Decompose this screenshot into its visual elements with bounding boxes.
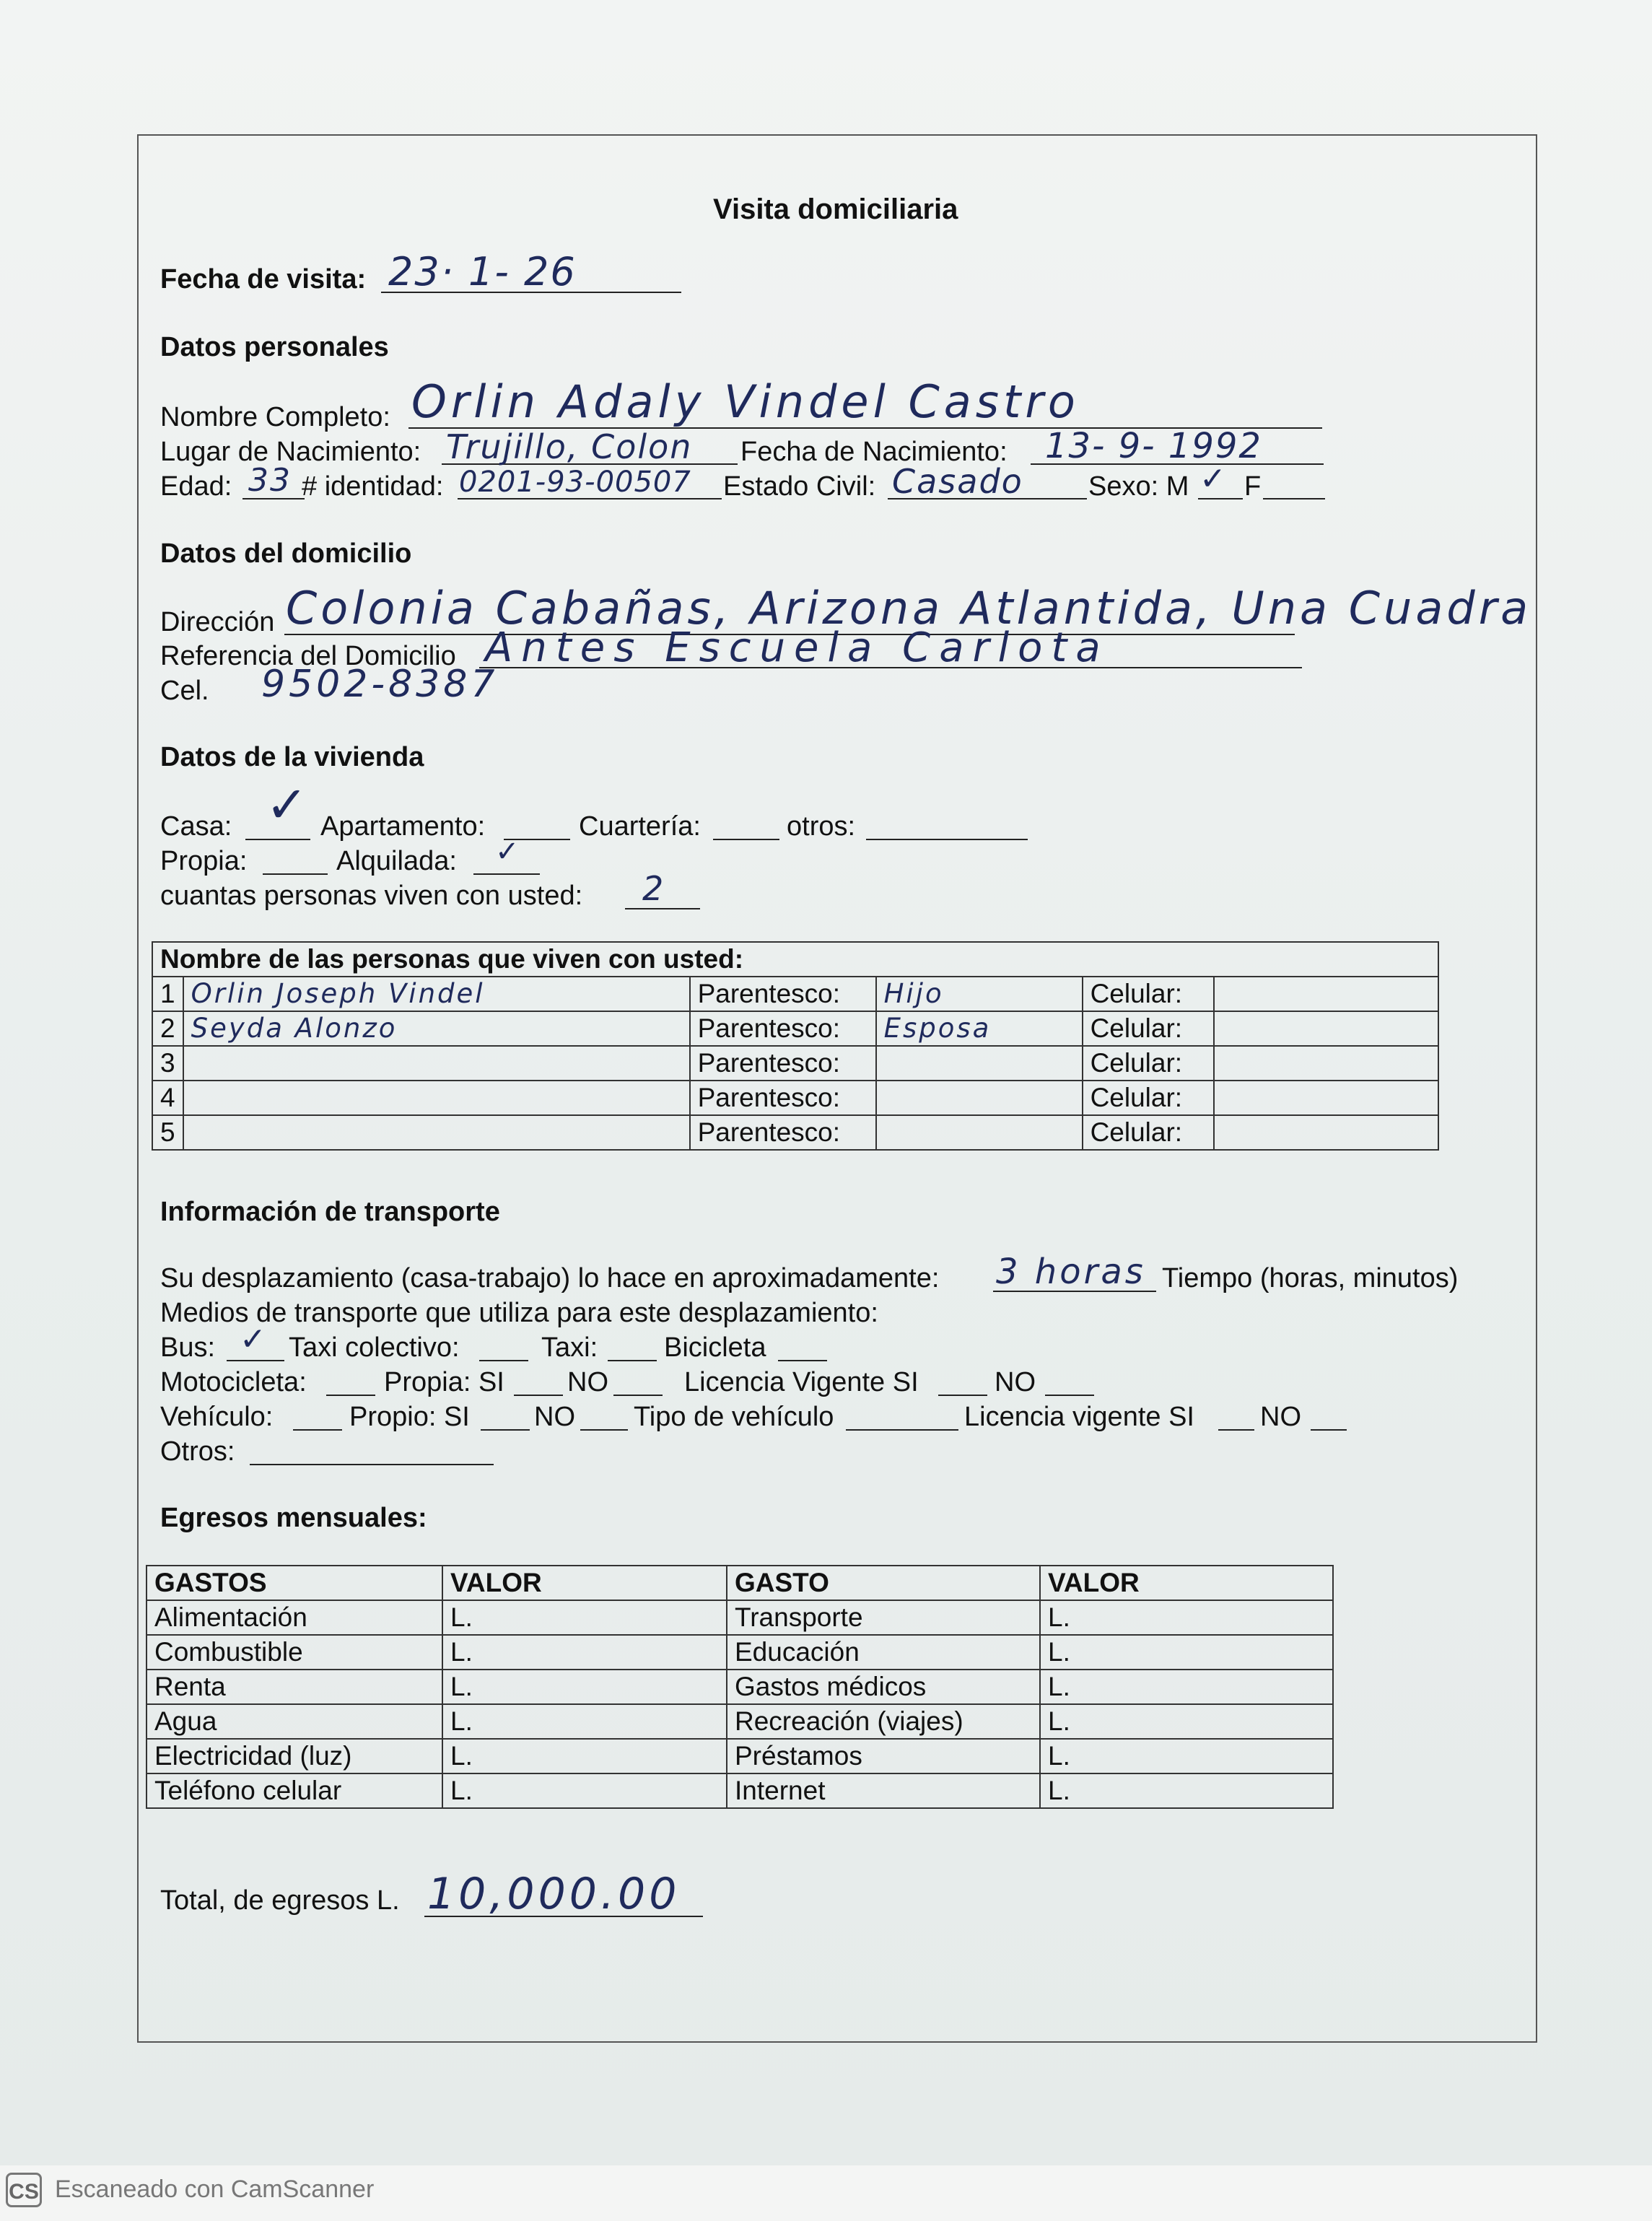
visit-date-value[interactable]: 23· 1- 26 xyxy=(388,249,577,294)
bicycle-line xyxy=(778,1360,827,1361)
household-relation[interactable]: Esposa xyxy=(876,1011,1083,1046)
expense-name: Préstamos xyxy=(727,1739,1040,1773)
relation-label: Parentesco: xyxy=(690,1046,876,1081)
household-cell[interactable] xyxy=(1214,1081,1438,1115)
cell-label: Celular: xyxy=(1083,1046,1214,1081)
table-row xyxy=(152,1046,1438,1081)
taxi-line xyxy=(608,1360,657,1361)
table-row xyxy=(152,1115,1438,1150)
expense-name: Alimentación xyxy=(147,1600,442,1635)
cuarteria-line xyxy=(713,839,779,840)
row-number: 4 xyxy=(152,1081,183,1115)
total-expenses-value[interactable]: 10,000.00 xyxy=(427,1869,681,1919)
relation-label: Parentesco: xyxy=(690,1011,876,1046)
expense-value[interactable]: L. xyxy=(442,1739,727,1773)
commute-value[interactable]: 3 horas xyxy=(996,1252,1146,1292)
bus-line xyxy=(227,1360,284,1361)
camscanner-text: Escaneado con CamScanner xyxy=(55,2176,375,2203)
rented-checkmark[interactable]: ✓ xyxy=(495,835,521,868)
col-valor-header: VALOR xyxy=(442,1566,727,1600)
expense-value[interactable]: L. xyxy=(1040,1773,1333,1808)
expense-name: Gastos médicos xyxy=(727,1670,1040,1704)
expense-value[interactable]: L. xyxy=(442,1704,727,1739)
id-label: # identidad: xyxy=(302,471,444,502)
sex-f-line xyxy=(1263,498,1325,499)
cell-value[interactable]: 9502-8387 xyxy=(261,663,499,706)
moto-own-si-label: Propia: SI xyxy=(384,1367,504,1397)
household-name[interactable] xyxy=(183,1115,690,1150)
expense-value[interactable]: L. xyxy=(1040,1704,1333,1739)
expense-name: Agua xyxy=(147,1704,442,1739)
expense-value[interactable]: L. xyxy=(1040,1600,1333,1635)
personal-heading: Datos personales xyxy=(160,332,389,362)
relation-label: Parentesco: xyxy=(690,1115,876,1150)
expense-name: Transporte xyxy=(727,1600,1040,1635)
table-row xyxy=(152,1081,1438,1115)
relation-label: Parentesco: xyxy=(690,977,876,1011)
household-name[interactable]: Orlin Joseph Vindel xyxy=(183,977,690,1011)
expense-name: Combustible xyxy=(147,1635,442,1670)
household-relation[interactable]: Hijo xyxy=(876,977,1083,1011)
total-expenses-label: Total, de egresos L. xyxy=(160,1885,400,1916)
vehicle-license-label: Licencia vigente SI xyxy=(964,1402,1194,1432)
full-name-value[interactable]: Orlin Adaly Vindel Castro xyxy=(411,375,1080,428)
household-name[interactable] xyxy=(183,1081,690,1115)
apartment-label: Apartamento: xyxy=(320,811,486,842)
birthdate-value[interactable]: 13- 9- 1992 xyxy=(1045,426,1262,466)
row-number: 1 xyxy=(152,977,183,1011)
age-label: Edad: xyxy=(160,471,232,502)
table-row xyxy=(147,1670,1333,1704)
table-row xyxy=(147,1704,1333,1739)
commute-label: Su desplazamiento (casa-trabajo) lo hace en aproximadamente: xyxy=(160,1263,940,1293)
civil-status-value[interactable]: Casado xyxy=(892,462,1023,501)
expenses-table xyxy=(146,1565,1334,1809)
address-label: Dirección xyxy=(160,607,275,637)
cell-label: Celular: xyxy=(1083,1115,1214,1150)
vehicle-line xyxy=(293,1429,342,1431)
vehicle-own-si-label: Propio: SI xyxy=(349,1402,470,1432)
relation-label: Parentesco: xyxy=(690,1081,876,1115)
own-label: Propia: xyxy=(160,846,248,876)
table-row xyxy=(147,1773,1333,1808)
house-checkmark[interactable]: ✓ xyxy=(266,775,310,834)
domicile-heading: Datos del domicilio xyxy=(160,538,412,569)
cell-label: Cel. xyxy=(160,676,209,706)
sex-m-checkmark[interactable]: ✓ xyxy=(1199,461,1228,497)
col-valor2-header: VALOR xyxy=(1040,1566,1333,1600)
household-name[interactable] xyxy=(183,1046,690,1081)
household-cell[interactable] xyxy=(1214,1011,1438,1046)
birthdate-label: Fecha de Nacimiento: xyxy=(740,437,1008,467)
reference-value[interactable]: Antes Escuela Carlota xyxy=(485,624,1109,671)
vehicle-type-line xyxy=(846,1429,958,1431)
row-number: 5 xyxy=(152,1115,183,1150)
people-count-line xyxy=(625,908,700,909)
col-gastos-header: GASTOS xyxy=(147,1566,442,1600)
vehicle-own-no-line xyxy=(580,1429,628,1431)
moto-license-si-line xyxy=(938,1395,987,1396)
sex-m-line xyxy=(1198,498,1243,499)
taxi-label: Taxi: xyxy=(541,1332,598,1363)
household-cell[interactable] xyxy=(1214,1046,1438,1081)
sex-label: Sexo: M xyxy=(1088,471,1189,502)
address-value[interactable]: Colonia Cabañas, Arizona Atlantida, Una Cuadra xyxy=(286,582,1532,634)
motorcycle-line xyxy=(326,1395,375,1396)
expense-value[interactable]: L. xyxy=(442,1773,727,1808)
vehicle-type-label: Tipo de vehículo xyxy=(634,1402,834,1432)
civil-status-label: Estado Civil: xyxy=(723,471,876,502)
others-line xyxy=(866,839,1028,840)
household-cell[interactable] xyxy=(1214,977,1438,1011)
expenses-heading: Egresos mensuales: xyxy=(160,1503,427,1533)
moto-license-no-line xyxy=(1045,1395,1094,1396)
row-number: 3 xyxy=(152,1046,183,1081)
expense-value[interactable]: L. xyxy=(1040,1635,1333,1670)
expense-name: Teléfono celular xyxy=(147,1773,442,1808)
cell-label: Celular: xyxy=(1083,1081,1214,1115)
own-line xyxy=(263,873,328,875)
expense-value[interactable]: L. xyxy=(1040,1739,1333,1773)
vehicle-license-no-line xyxy=(1311,1429,1347,1431)
transport-means-label: Medios de transporte que utiliza para este desplazamiento: xyxy=(160,1298,878,1328)
house-label: Casa: xyxy=(160,811,232,842)
table-row xyxy=(152,1011,1438,1046)
birthplace-value[interactable]: Trujillo, Colon xyxy=(446,427,693,466)
visit-date-label: Fecha de visita: xyxy=(160,264,367,294)
expense-name: Renta xyxy=(147,1670,442,1704)
cuarteria-label: Cuartería: xyxy=(579,811,701,842)
vehicle-own-si-line xyxy=(481,1429,530,1431)
reference-label: Referencia del Domicilio xyxy=(160,641,456,671)
other-transport-label: Otros: xyxy=(160,1436,235,1467)
expense-name: Internet xyxy=(727,1773,1040,1808)
house-line xyxy=(245,839,310,840)
expense-value[interactable]: L. xyxy=(1040,1670,1333,1704)
taxi-colectivo-line xyxy=(479,1360,528,1361)
age-value[interactable]: 33 xyxy=(248,462,292,499)
col-gasto-header: GASTO xyxy=(727,1566,1040,1600)
bus-checkmark[interactable]: ✓ xyxy=(240,1321,268,1358)
taxi-colectivo-label: Taxi colectivo: xyxy=(289,1332,460,1363)
table-row xyxy=(147,1600,1333,1635)
cell-label: Celular: xyxy=(1083,1011,1214,1046)
expense-value[interactable]: L. xyxy=(442,1635,727,1670)
rented-line xyxy=(473,873,540,875)
household-relation[interactable] xyxy=(876,1115,1083,1150)
moto-license-no-label: NO xyxy=(995,1367,1036,1397)
expense-name: Recreación (viajes) xyxy=(727,1704,1040,1739)
household-table xyxy=(152,941,1439,1151)
sex-f-label: F xyxy=(1244,471,1262,502)
vehicle-license-no-label: NO xyxy=(1260,1402,1301,1432)
camscanner-logo: CS xyxy=(6,2173,42,2207)
people-count-value[interactable]: 2 xyxy=(642,869,665,908)
household-cell[interactable] xyxy=(1214,1115,1438,1150)
expenses-header-row xyxy=(147,1566,1333,1600)
commute-unit: Tiempo (horas, minutos) xyxy=(1162,1263,1459,1293)
expense-name: Electricidad (luz) xyxy=(147,1739,442,1773)
household-header: Nombre de las personas que viven con usted: xyxy=(152,942,1438,977)
moto-own-no-label: NO xyxy=(567,1367,608,1397)
birthplace-label: Lugar de Nacimiento: xyxy=(160,437,421,467)
full-name-label: Nombre Completo: xyxy=(160,402,390,432)
vehicle-own-no-label: NO xyxy=(534,1402,575,1432)
moto-own-si-line xyxy=(514,1395,563,1396)
table-row xyxy=(147,1739,1333,1773)
household-relation[interactable] xyxy=(876,1046,1083,1081)
form-title: Visita domiciliaria xyxy=(713,193,958,225)
vehicle-license-si-line xyxy=(1218,1429,1254,1431)
housing-heading: Datos de la vivienda xyxy=(160,742,424,772)
table-row xyxy=(147,1635,1333,1670)
row-number: 2 xyxy=(152,1011,183,1046)
expense-value[interactable]: L. xyxy=(442,1670,727,1704)
household-name[interactable]: Seyda Alonzo xyxy=(183,1011,690,1046)
household-relation[interactable] xyxy=(876,1081,1083,1115)
vehicle-label: Vehículo: xyxy=(160,1402,274,1432)
other-transport-line xyxy=(250,1464,494,1465)
rented-label: Alquilada: xyxy=(336,846,457,876)
table-row xyxy=(152,977,1438,1011)
cell-label: Celular: xyxy=(1083,977,1214,1011)
others-label: otros: xyxy=(787,811,856,842)
moto-license-label: Licencia Vigente SI xyxy=(684,1367,919,1397)
people-count-label: cuantas personas viven con usted: xyxy=(160,881,583,911)
bicycle-label: Bicicleta xyxy=(664,1332,766,1363)
motorcycle-label: Motocicleta: xyxy=(160,1367,307,1397)
expense-name: Educación xyxy=(727,1635,1040,1670)
transport-heading: Información de transporte xyxy=(160,1197,500,1227)
bus-label: Bus: xyxy=(160,1332,216,1363)
moto-own-no-line xyxy=(613,1395,663,1396)
household-header-row xyxy=(152,942,1438,977)
id-value[interactable]: 0201-93-00507 xyxy=(459,466,691,499)
expense-value[interactable]: L. xyxy=(442,1600,727,1635)
